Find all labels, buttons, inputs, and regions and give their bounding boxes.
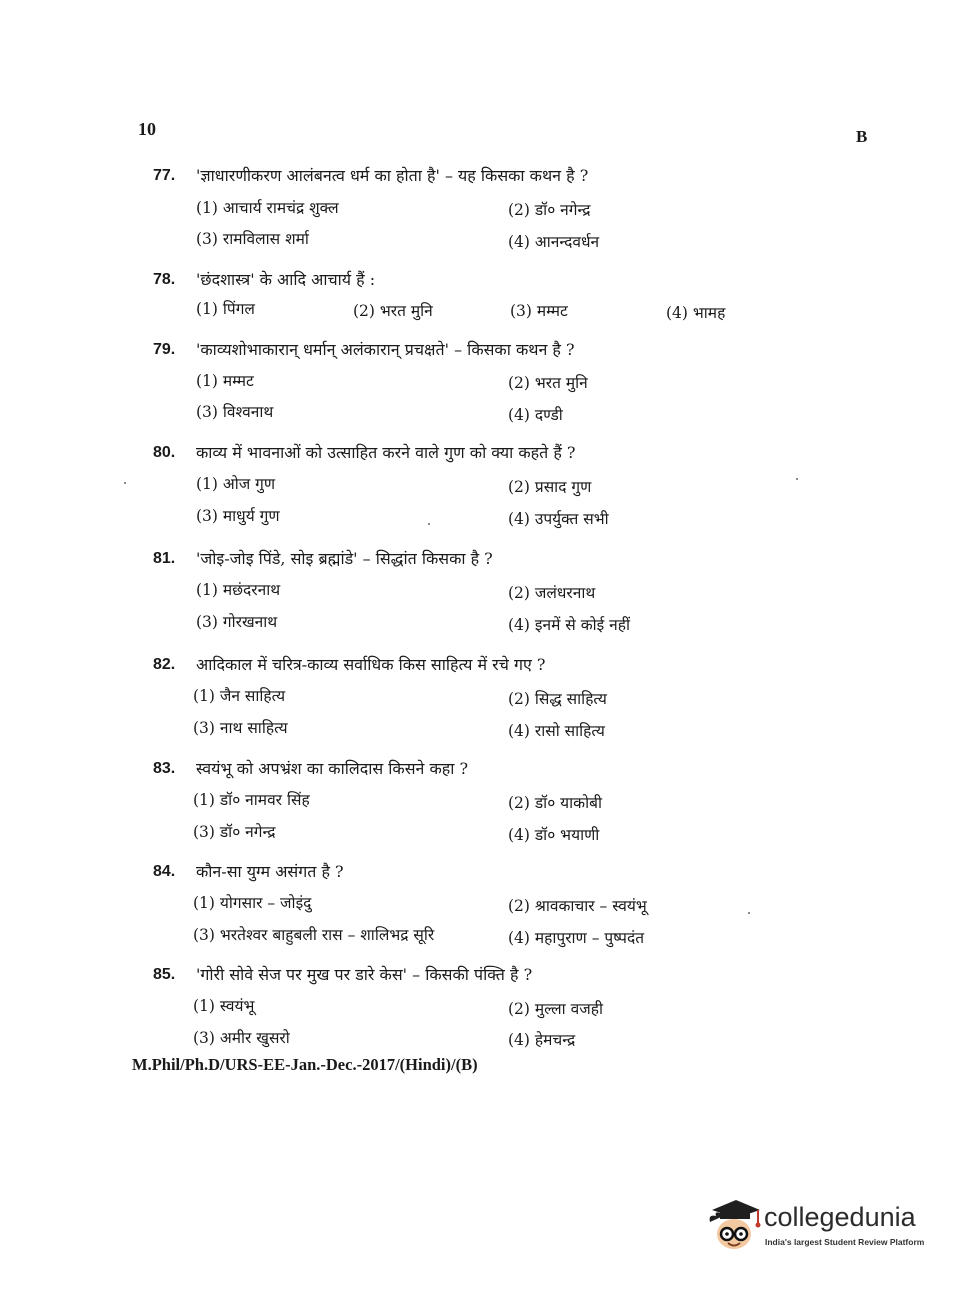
option-2: (2) डॉ० याकोबी xyxy=(508,794,602,812)
option-2: (2) डॉ० नगेन्द्र xyxy=(508,201,591,219)
collegedunia-logo xyxy=(706,1196,936,1256)
option-4: (4) डॉ० भयाणी xyxy=(508,826,600,844)
question-number: 79. xyxy=(153,341,176,358)
option-2: (2) सिद्ध साहित्य xyxy=(508,690,607,708)
option-1: (1) ओज गुण xyxy=(196,475,276,493)
question-text: काव्य में भावनाओं को उत्साहित करने वाले गुण को क्या कहते हैं ? xyxy=(196,443,576,462)
question-number: 78. xyxy=(153,271,176,288)
option-2: (2) मुल्ला वजही xyxy=(508,1000,603,1018)
option-4: (4) भामह xyxy=(666,304,726,322)
question-text: आदिकाल में चरित्र-काव्य सर्वाधिक किस साहित्य में रचे गए ? xyxy=(196,655,546,674)
set-code: B xyxy=(856,127,868,146)
question-number: 83. xyxy=(153,760,176,777)
question-number: 81. xyxy=(153,550,176,567)
option-2: (2) भरत मुनि xyxy=(353,302,433,320)
option-4: (4) आनन्दवर्धन xyxy=(508,233,600,251)
option-4: (4) रासो साहित्य xyxy=(508,722,605,740)
question-text: 'ज्ञाधारणीकरण आलंबनत्व धर्म का होता है' – यह किसका कथन है ? xyxy=(196,166,589,185)
option-2: (2) श्रावकाचार – स्वयंभू xyxy=(508,897,647,915)
question-text: कौन-सा युग्म असंगत है ? xyxy=(196,862,344,881)
option-3: (3) भरतेश्वर बाहुबली रास – शालिभद्र सूरि xyxy=(193,926,435,944)
option-3: (3) विश्वनाथ xyxy=(196,403,274,421)
option-2: (2) भरत मुनि xyxy=(508,374,588,392)
option-1: (1) पिंगल xyxy=(196,300,255,318)
question-number: 82. xyxy=(153,656,176,673)
scan-speck xyxy=(796,478,798,480)
question-text: 'गोरी सोवे सेज पर मुख पर डारे केस' – किसकी पंक्ति है ? xyxy=(196,965,533,984)
question-number: 80. xyxy=(153,444,176,461)
mascot-icon xyxy=(706,1196,762,1256)
option-1: (1) मछंदरनाथ xyxy=(196,581,281,599)
option-1: (1) जैन साहित्य xyxy=(193,687,286,705)
option-3: (3) माधुर्य गुण xyxy=(196,507,280,525)
option-3: (3) नाथ साहित्य xyxy=(193,719,288,737)
brand-name: collegedunia xyxy=(764,1202,916,1232)
option-3: (3) अमीर खुसरो xyxy=(193,1029,290,1047)
paper-code-footer: M.Phil/Ph.D/URS-EE-Jan.-Dec.-2017/(Hindi)/(B) xyxy=(132,1055,478,1074)
option-3: (3) गोरखनाथ xyxy=(196,613,278,631)
option-1: (1) स्वयंभू xyxy=(193,997,255,1015)
question-number: 85. xyxy=(153,966,176,983)
option-4: (4) इनमें से कोई नहीं xyxy=(508,616,631,634)
question-text: 'छंदशास्त्र' के आदि आचार्य हैं : xyxy=(196,270,376,289)
option-4: (4) महापुराण – पुष्पदंत xyxy=(508,929,645,947)
option-1: (1) योगसार – जोइंदु xyxy=(193,894,312,912)
option-1: (1) मम्मट xyxy=(196,372,254,390)
scan-speck xyxy=(428,523,430,525)
option-2: (2) प्रसाद गुण xyxy=(508,478,592,496)
option-1: (1) आचार्य रामचंद्र शुक्ल xyxy=(196,199,339,217)
option-4: (4) दण्डी xyxy=(508,406,563,424)
page-number: 10 xyxy=(138,119,156,139)
option-3: (3) मम्मट xyxy=(510,302,568,320)
option-4: (4) हेमचन्द्र xyxy=(508,1031,576,1049)
option-2: (2) जलंधरनाथ xyxy=(508,584,596,602)
scan-speck xyxy=(124,482,126,484)
option-3: (3) रामविलास शर्मा xyxy=(196,230,309,248)
brand-tagline: India's largest Student Review Platform xyxy=(765,1237,925,1247)
scan-speck xyxy=(748,912,750,914)
option-4: (4) उपर्युक्त सभी xyxy=(508,510,609,528)
question-number: 77. xyxy=(153,167,176,184)
question-text: स्वयंभू को अपभ्रंश का कालिदास किसने कहा ? xyxy=(196,759,469,778)
question-number: 84. xyxy=(153,863,176,880)
question-text: 'जोइ-जोइ पिंडे, सोइ ब्रह्मांडे' – सिद्धांत किसका है ? xyxy=(196,549,493,568)
question-text: 'काव्यशोभाकारान् धर्मान् अलंकारान् प्रचक्षते' – किसका कथन है ? xyxy=(196,340,575,359)
option-3: (3) डॉ० नगेन्द्र xyxy=(193,823,276,841)
option-1: (1) डॉ० नामवर सिंह xyxy=(193,791,310,809)
